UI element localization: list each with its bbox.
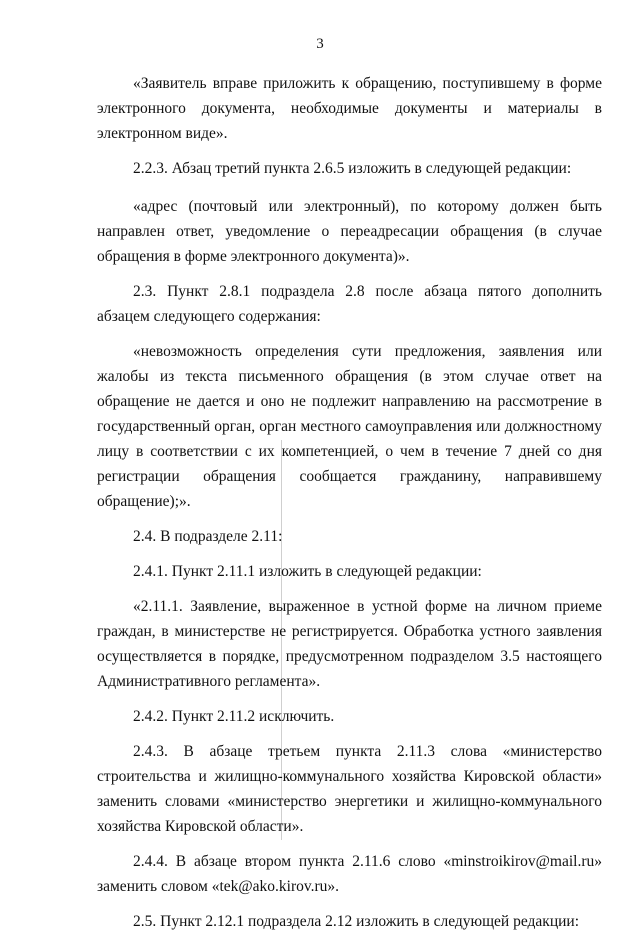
paragraph-4: 2.3. Пункт 2.8.1 подраздела 2.8 после абзаца пятого дополнить абзацем следующего содержания: (97, 283, 602, 325)
paragraph-8: «2.11.1. Заявление, выраженное в устной форме на личном приеме граждан, в министерстве не регистрируется. Обработка устного заявления осуществляется в порядке, предусмотренном подразделом 3.5 настоящего Административного регламента». (97, 598, 602, 690)
paragraph-12: 2.5. Пункт 2.12.1 подраздела 2.12 изложить в следующей редакции: (133, 913, 580, 930)
paragraph-3: «адрес (почтовый или электронный), по которому должен быть направлен ответ, уведомление о переадресации обращения (в случае обращения в форме электронного документа)». (97, 198, 602, 265)
document-body (97, 71, 602, 944)
paragraph-10: 2.4.3. В абзаце третьем пункта 2.11.3 слова «министерство строительства и жилищно-коммунального хозяйства Кировской области» заменить словами «министерство энергетики и жилищно-коммунального хозяйства Кировской области». (97, 743, 602, 835)
page-number: 3 (316, 36, 324, 52)
paragraph-11: 2.4.4. В абзаце втором пункта 2.11.6 слово «minstroikirov@mail.ru» заменить словом «tek@ako.kirov.ru». (97, 853, 602, 895)
paragraph-6: 2.4. В подразделе 2.11: (133, 528, 283, 545)
paragraph-9: 2.4.2. Пункт 2.11.2 исключить. (133, 708, 335, 725)
paragraph-5: «невозможность определения сути предложения, заявления или жалобы из текста письменного обращения (в этом случае ответ на обращение не дается и оно не подлежит направлению на рассмотрение в государственный орган, орган местного самоуправления или должностному лицу в соответствии с их компетенцией, о чем в течение 7 дней со дня регистрации обращения сообщается гражданину, направившему обращение);». (97, 343, 602, 510)
paragraph-7: 2.4.1. Пункт 2.11.1 изложить в следующей редакции: (133, 563, 482, 580)
paragraph-1: «Заявитель вправе приложить к обращению, поступившему в форме электронного документа, необходимые документы и материалы в электронном виде». (97, 75, 602, 142)
paragraph-2: 2.2.3. Абзац третий пункта 2.6.5 изложить в следующей редакции: (133, 160, 572, 177)
